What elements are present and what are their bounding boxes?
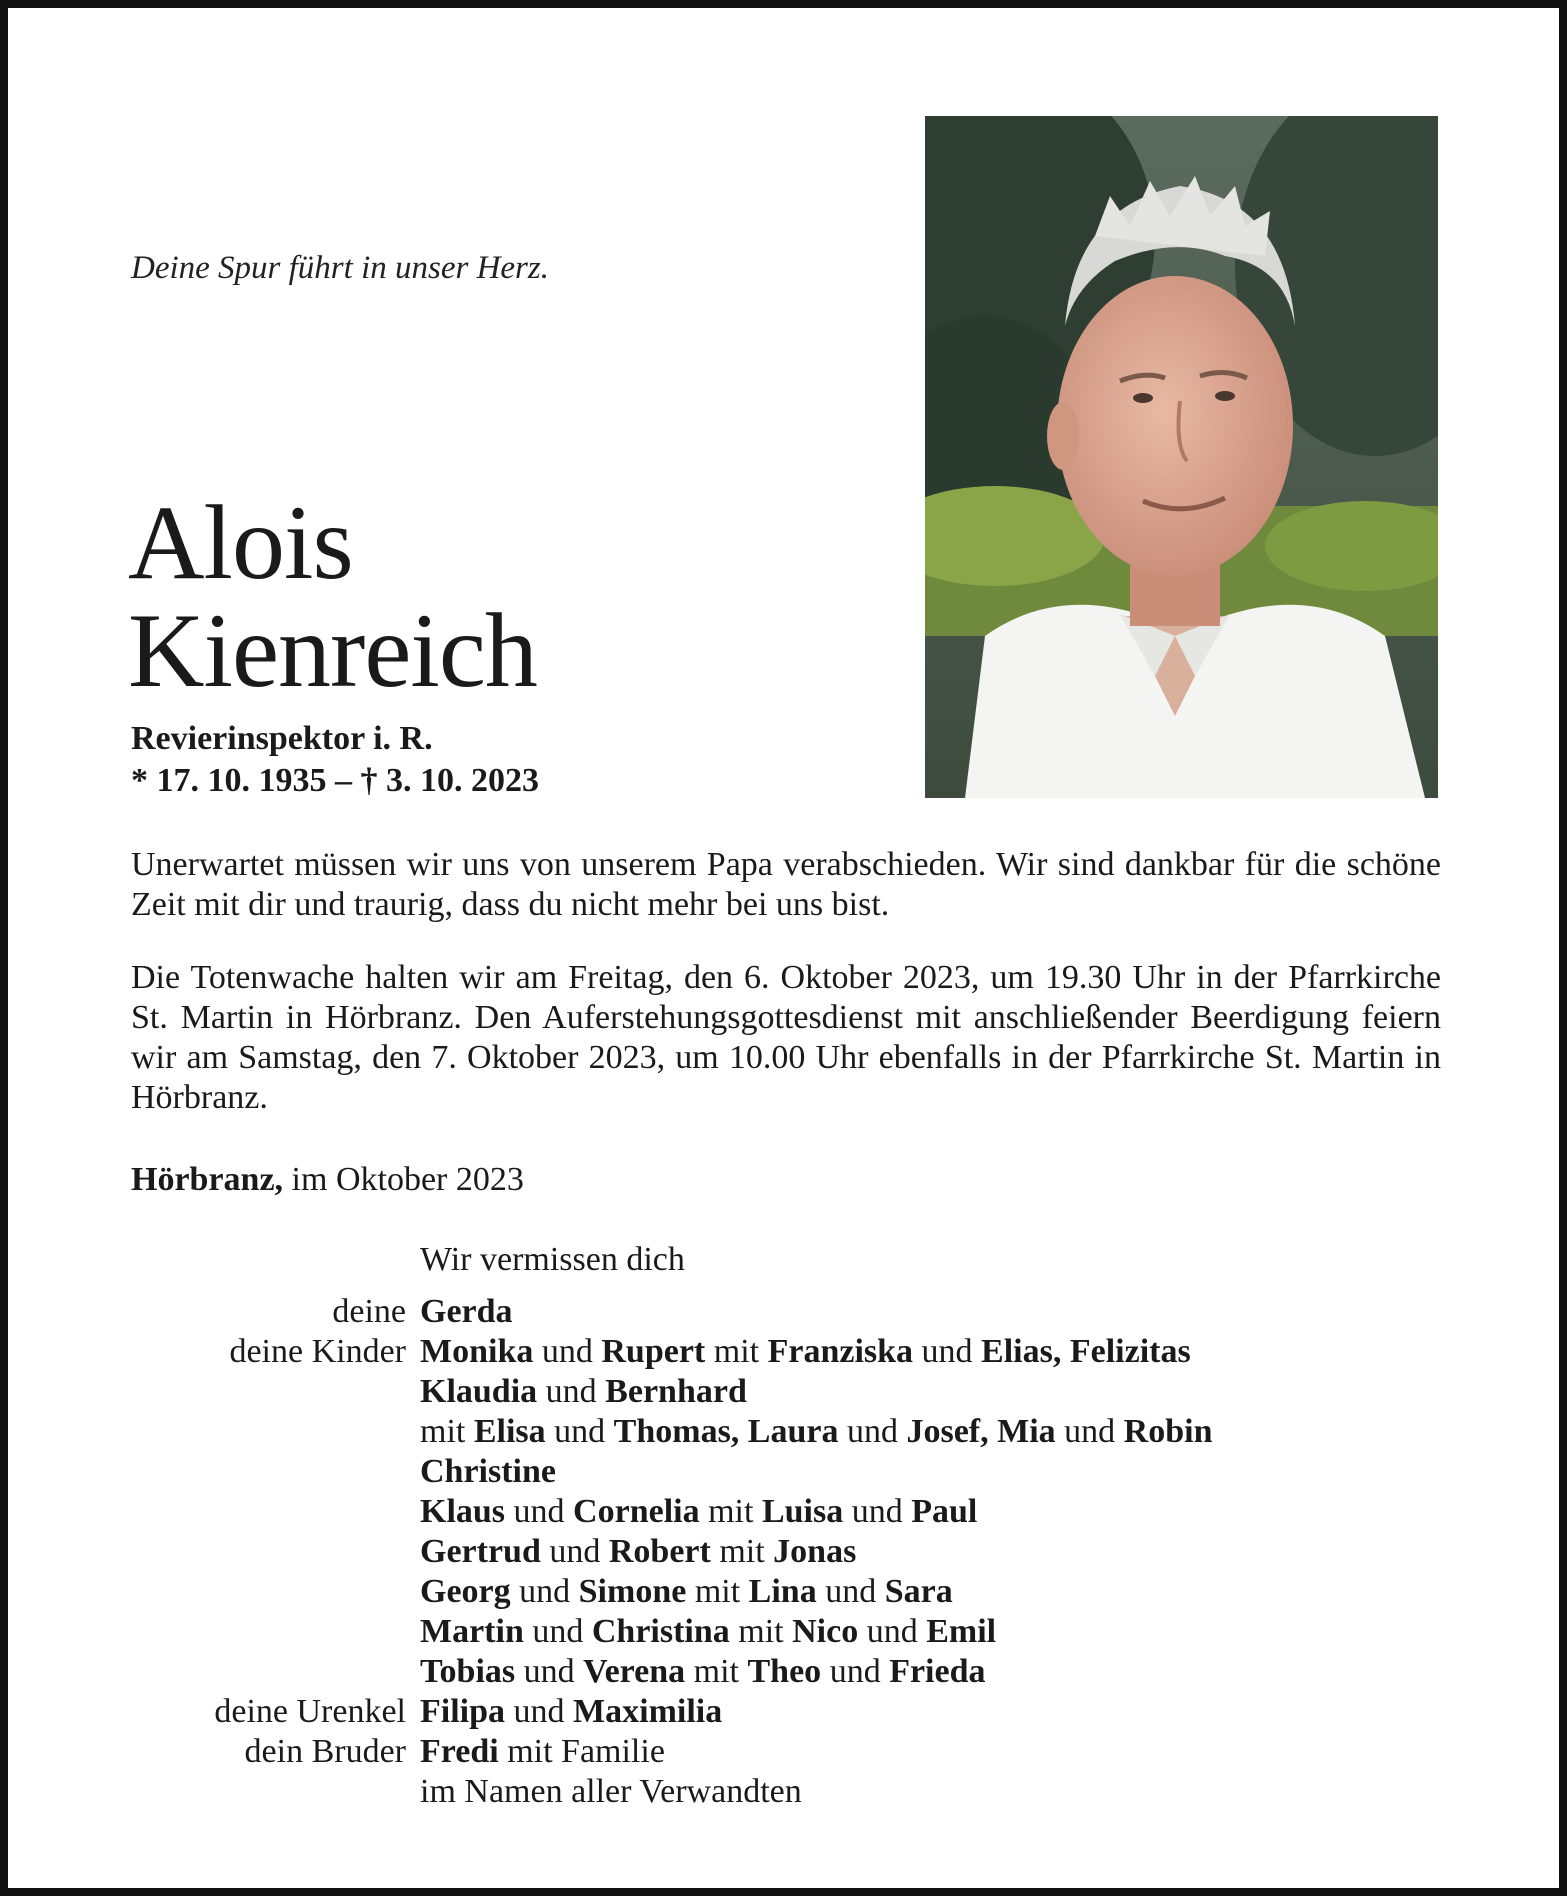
connector-text: und: [843, 1493, 912, 1530]
mourner-names: [420, 1412, 1213, 1452]
mourner-name: Georg: [420, 1573, 511, 1610]
motto: Deine Spur führt in unser Herz.: [131, 250, 549, 286]
life-dates: * 17. 10. 1935 – † 3. 10. 2023: [131, 762, 539, 799]
mourner-names: [420, 1652, 986, 1692]
mourner-row: [0, 1452, 1567, 1492]
connector-text: und: [537, 1373, 606, 1410]
place-date: im Oktober 2023: [283, 1161, 524, 1198]
mourner-row: [0, 1772, 1567, 1812]
mourner-name: Klaudia: [420, 1373, 538, 1410]
mourner-name: Rupert: [601, 1333, 706, 1370]
mourner-name: Bernhard: [605, 1373, 747, 1410]
mourner-name: Gerda: [420, 1293, 513, 1330]
mourner-relation: deine Kinder: [229, 1333, 406, 1370]
mourner-name: Verena: [583, 1653, 686, 1690]
mourner-names: [420, 1772, 802, 1812]
connector-text: und: [838, 1413, 907, 1450]
mourner-name: Christina: [591, 1613, 730, 1650]
mourner-name: Thomas, Laura: [613, 1413, 839, 1450]
mourner-name: Maximilia: [573, 1693, 723, 1730]
signoff-line: Wir vermissen dich: [420, 1241, 685, 1278]
connector-text: und: [505, 1693, 574, 1730]
mourner-name: Josef, Mia: [906, 1413, 1056, 1450]
mourner-row: [0, 1692, 1567, 1732]
mourner-names: [420, 1372, 747, 1412]
connector-text: im Namen aller Verwandten: [420, 1773, 802, 1810]
mourner-names: [420, 1292, 513, 1332]
mourner-row: [0, 1372, 1567, 1412]
mourner-row: [0, 1412, 1567, 1452]
connector-text: und: [540, 1533, 609, 1570]
mourner-names: [420, 1692, 722, 1732]
connector-text: mit: [710, 1533, 774, 1570]
announcement-paragraph: Unerwartet müssen wir uns von unserem Papa verabschieden. Wir sind dankbar für die schöne Zeit mit dir und traurig, dass du nicht mehr bei uns bist.: [131, 846, 1441, 923]
mourner-row: [0, 1292, 1567, 1332]
connector-text: mit: [685, 1653, 748, 1690]
connector-text: mit: [686, 1573, 749, 1610]
mourner-names: [420, 1732, 665, 1772]
connector-text: und: [913, 1333, 982, 1370]
mourner-name: Fredi: [420, 1733, 499, 1770]
mourner-relation: deine Urenkel: [214, 1693, 406, 1730]
mourner-name: Klaus: [420, 1493, 506, 1530]
place-town: Hörbranz,: [131, 1161, 284, 1198]
deceased-title: Revierinspektor i. R.: [131, 720, 433, 757]
mourner-names: [420, 1452, 556, 1492]
connector-text: und: [816, 1573, 885, 1610]
mourner-name: Tobias: [420, 1653, 516, 1690]
connector-text: und: [821, 1653, 890, 1690]
mourner-name: Franziska: [767, 1333, 914, 1370]
mourner-row: [0, 1332, 1567, 1372]
mourner-name: Gertrud: [420, 1533, 541, 1570]
mourner-name: Monika: [420, 1333, 534, 1370]
connector-text: und: [523, 1613, 592, 1650]
connector-text: und: [510, 1573, 579, 1610]
portrait-photo: [925, 116, 1438, 798]
mourner-name: Robin: [1123, 1413, 1213, 1450]
connector-text: mit: [420, 1413, 474, 1450]
mourner-row: [0, 1612, 1567, 1652]
mourner-row: [0, 1652, 1567, 1692]
mourner-name: Elias, Felizitas: [981, 1333, 1191, 1370]
mourner-relation: dein Bruder: [244, 1733, 406, 1770]
mourner-row: [0, 1532, 1567, 1572]
mourner-names: [420, 1332, 1191, 1372]
mourner-name: Cornelia: [573, 1493, 700, 1530]
mourner-name: Sara: [884, 1573, 953, 1610]
mourner-name: Robert: [608, 1533, 711, 1570]
mourner-name: Christine: [420, 1453, 556, 1490]
deceased-first-name: Alois: [128, 484, 353, 601]
connector-text: und: [858, 1613, 927, 1650]
mourner-name: Theo: [747, 1653, 822, 1690]
mourner-name: Jonas: [773, 1533, 857, 1570]
connector-text: und: [533, 1333, 602, 1370]
mourner-names: [420, 1532, 856, 1572]
mourner-names: [420, 1492, 977, 1532]
mourner-names: [420, 1612, 996, 1652]
connector-text: mit: [699, 1493, 762, 1530]
deceased-last-name: Kienreich: [128, 592, 537, 709]
mourner-row: [0, 1492, 1567, 1532]
mourner-name: Luisa: [761, 1493, 844, 1530]
connector-text: mit Familie: [498, 1733, 665, 1770]
mourner-names: [420, 1572, 953, 1612]
mourner-name: Lina: [748, 1573, 817, 1610]
mourner-name: Martin: [420, 1613, 524, 1650]
mourner-name: Emil: [926, 1613, 997, 1650]
mourners-list: [0, 1292, 1567, 1812]
funeral-details-paragraph: Die Totenwache halten wir am Freitag, den 6. Oktober 2023, um 19.30 Uhr in der Pfarrkirche St. Martin in Hörbranz. Den Auferstehungsgottesdienst mit anschließender Beerdigung feiern wir am Samstag, den 7. Oktober 2023, um 10.00 Uhr ebenfalls in der Pfarrkirche St. Martin in Hörbranz.: [131, 959, 1441, 1116]
mourner-row: [0, 1732, 1567, 1772]
connector-text: mit: [705, 1333, 768, 1370]
mourner-row: [0, 1572, 1567, 1612]
mourner-name: Frieda: [889, 1653, 986, 1690]
mourner-relation: deine: [332, 1293, 406, 1330]
mourner-name: Paul: [911, 1493, 978, 1530]
mourner-name: Nico: [792, 1613, 859, 1650]
connector-text: und: [505, 1493, 574, 1530]
connector-text: und: [1055, 1413, 1124, 1450]
mourner-name: Filipa: [420, 1693, 506, 1730]
place-and-date: [131, 1161, 524, 1199]
connector-text: und: [515, 1653, 584, 1690]
mourner-name: Simone: [578, 1573, 687, 1610]
connector-text: und: [545, 1413, 614, 1450]
mourner-name: Elisa: [473, 1413, 546, 1450]
connector-text: mit: [729, 1613, 793, 1650]
